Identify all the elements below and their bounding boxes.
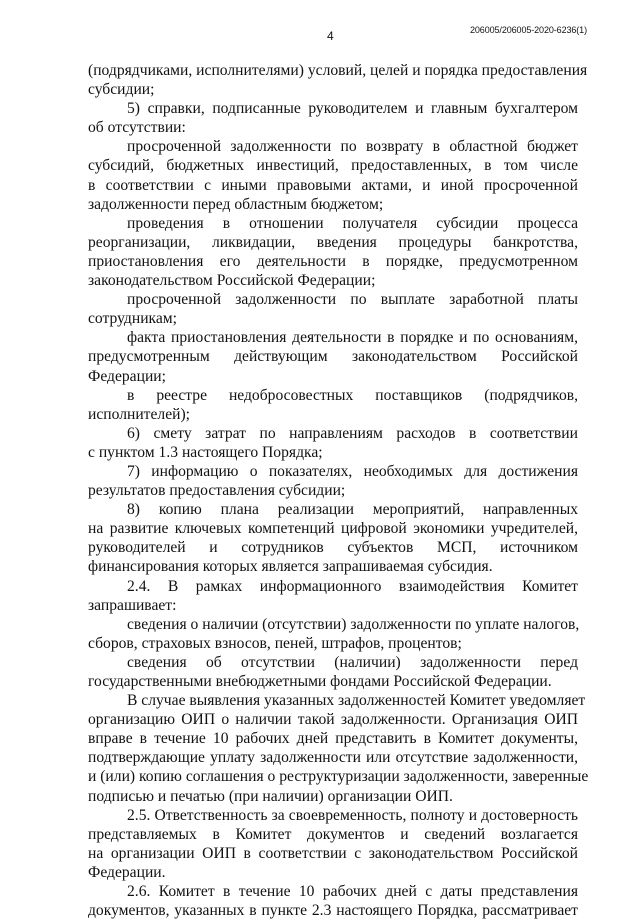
text-line: руководителей и сотрудников субъектов МСП, источником xyxy=(88,539,578,557)
text-line: задолженности перед областным бюджетом; xyxy=(88,195,384,213)
text-line: результатов предоставления субсидии; xyxy=(88,482,346,500)
text-line: субсидии; xyxy=(88,81,155,99)
text-line: об отсутствии: xyxy=(88,119,186,137)
text-line: документов, указанных в пункте 2.3 настоящего Порядка, рассматривает xyxy=(88,902,578,920)
text-line: 2.4. В рамках информационного взаимодействия Комитет xyxy=(127,577,578,595)
text-line: 8) копию плана реализации мероприятий, направленных xyxy=(127,501,578,519)
text-line: в реестре недобросовестных поставщиков (подрядчиков, xyxy=(127,386,578,404)
text-line: подписью и печатью (при наличии) организации ОИП. xyxy=(88,787,453,805)
text-line: вправе в течение 10 рабочих дней представить в Комитет документы, xyxy=(88,730,578,748)
text-line: Федерации. xyxy=(88,863,166,881)
text-line: сведения об отсутствии (наличии) задолженности перед xyxy=(127,653,578,671)
text-line: сотрудникам; xyxy=(88,310,178,328)
document-body xyxy=(88,61,589,920)
text-line: с пунктом 1.3 настоящего Порядка; xyxy=(88,443,323,461)
text-line: государственными внебюджетными фондами Российской Федерации. xyxy=(88,673,552,690)
text-line: представляемых в Комитет документов и сведений возлагается xyxy=(88,825,578,843)
text-line: 2.5. Ответственность за своевременность, полноту и достоверность xyxy=(127,806,578,824)
text-line: Федерации; xyxy=(88,367,166,385)
text-line: подтверждающие уплату задолженности или отсутствие задолженности, xyxy=(88,749,578,767)
text-line: (подрядчиками, исполнителями) условий, целей и порядка предоставления xyxy=(88,62,588,79)
text-line: организацию ОИП о наличии такой задолженности. Организация ОИП xyxy=(88,711,578,729)
text-line: запрашивает: xyxy=(88,596,177,614)
text-line: в соответствии с иными правовыми актами, и иной просроченной xyxy=(88,176,578,194)
text-line: В случае выявления указанных задолженностей Комитет уведомляет xyxy=(127,692,586,710)
text-line: финансирования которых является запрашиваемая субсидия. xyxy=(88,558,493,576)
text-line: на развитие ключевых компетенций цифровой экономики учредителей, xyxy=(88,520,578,538)
text-line: 6) смету затрат по направлениям расходов в соответствии xyxy=(127,424,578,442)
text-line: сборов, страховых взносов, пеней, штрафов, процентов; xyxy=(88,634,462,652)
text-line: исполнителей); xyxy=(88,405,190,423)
page-number: 4 xyxy=(327,29,334,43)
text-line: 7) информацию о показателях, необходимых для достижения xyxy=(127,462,578,480)
text-line: приостановления его деятельности в порядке, предусмотренном xyxy=(88,252,578,270)
text-line: сведения о наличии (отсутствии) задолженности по уплате налогов, xyxy=(127,615,580,633)
text-line: просроченной задолженности по возврату в областной бюджет xyxy=(127,138,578,156)
text-line: законодательством Российской Федерации; xyxy=(88,272,376,290)
document-id: 206005/206005-2020-6236(1) xyxy=(469,25,587,35)
text-line: проведения в отношении получателя субсидии процесса xyxy=(127,214,578,232)
text-line: на организации ОИП в соответствии с законодательством Российской xyxy=(88,844,578,862)
text-line: просроченной задолженности по выплате заработной платы xyxy=(127,291,578,309)
text-line: субсидий, бюджетных инвестиций, предоставленных, в том числе xyxy=(88,157,578,175)
text-line: предусмотренным действующим законодательством Российской xyxy=(88,348,578,366)
text-line: 5) справки, подписанные руководителем и главным бухгалтером xyxy=(127,100,578,118)
text-line: реорганизации, ликвидации, введения процедуры банкротства, xyxy=(88,233,578,251)
text-line: факта приостановления деятельности в порядке и по основаниям, xyxy=(127,329,578,347)
text-line: и (или) копию соглашения о реструктуризации задолженности, заверенные xyxy=(88,768,589,786)
text-line: 2.6. Комитет в течение 10 рабочих дней с даты представления xyxy=(127,883,578,901)
